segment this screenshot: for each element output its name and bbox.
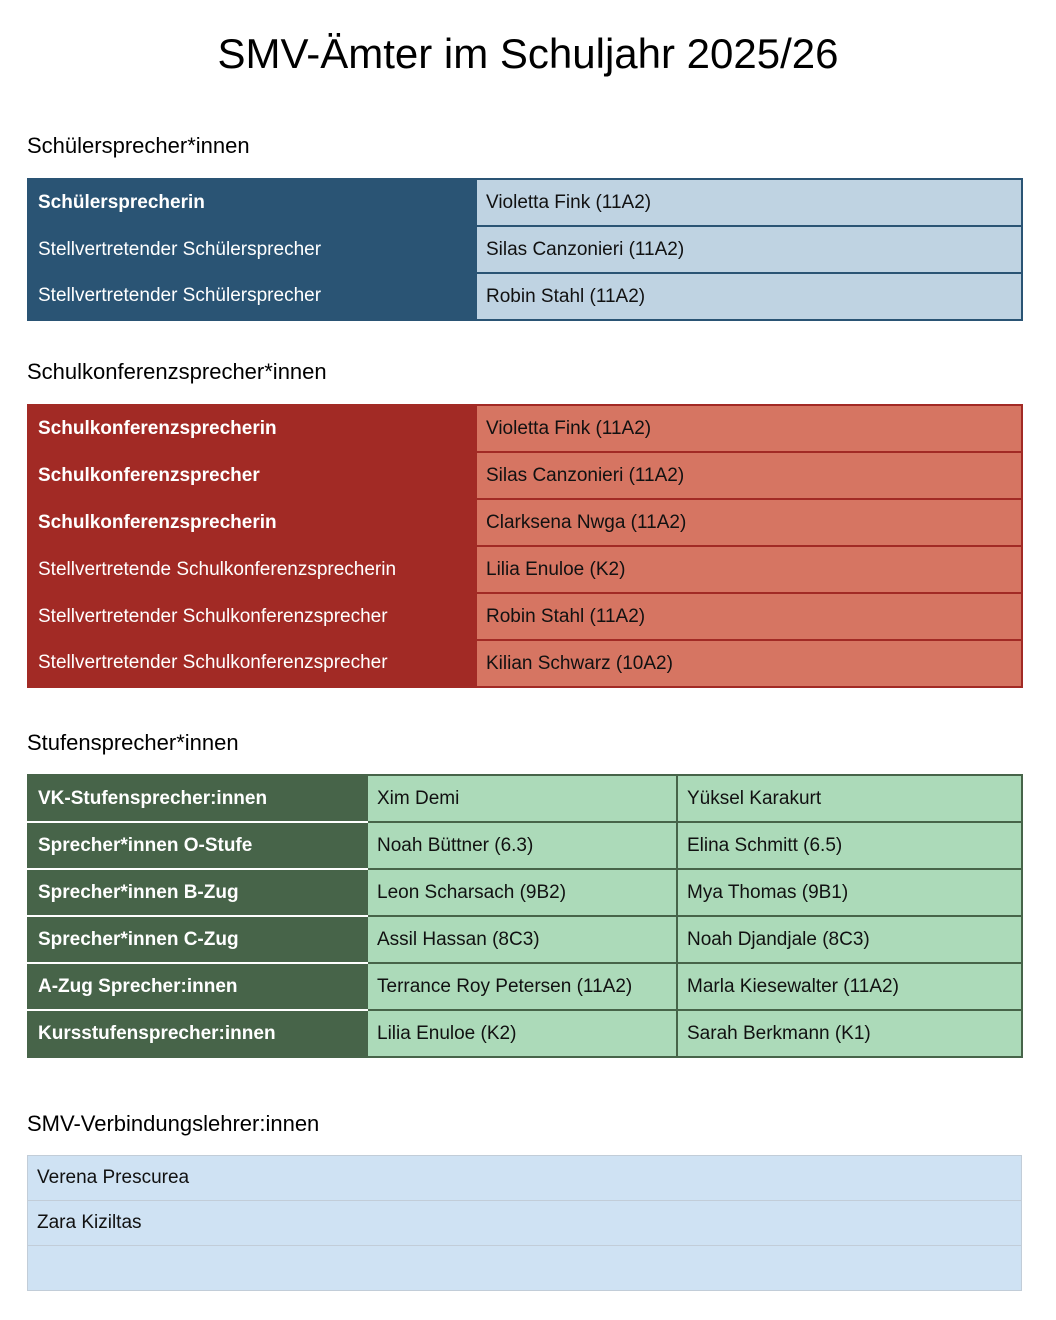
name-cell: Yüksel Karakurt (677, 775, 1022, 822)
name-cell: Sarah Berkmann (K1) (677, 1010, 1022, 1057)
role-cell: Stellvertretender Schulkonferenzsprecher (28, 593, 476, 640)
name-cell: Xim Demi (367, 775, 677, 822)
table-row (28, 640, 1022, 687)
name-cell: Robin Stahl (11A2) (476, 273, 1022, 320)
stufensprecher-table (27, 774, 1023, 1058)
section-heading-schuelersprecher: Schülersprecher*innen (27, 133, 250, 158)
table-row (28, 1246, 1022, 1291)
role-cell: Sprecher*innen B-Zug (28, 869, 367, 916)
name-cell: Violetta Fink (11A2) (476, 179, 1022, 226)
table-row (28, 1010, 1022, 1057)
name-cell: Violetta Fink (11A2) (476, 405, 1022, 452)
name-cell: Leon Scharsach (9B2) (367, 869, 677, 916)
name-cell: Marla Kiesewalter (11A2) (677, 963, 1022, 1010)
role-cell: Schulkonferenzsprecherin (28, 405, 476, 452)
teacher-cell (28, 1246, 1022, 1291)
name-cell: Silas Canzonieri (11A2) (476, 452, 1022, 499)
page-title: SMV-Ämter im Schuljahr 2025/26 (217, 30, 839, 77)
name-cell: Assil Hassan (8C3) (367, 916, 677, 963)
table-row (28, 775, 1022, 822)
table-row (28, 916, 1022, 963)
name-cell: Noah Büttner (6.3) (367, 822, 677, 869)
name-cell: Lilia Enuloe (K2) (367, 1010, 677, 1057)
section-heading-stufensprecher: Stufensprecher*innen (27, 730, 239, 755)
role-cell: Stellvertretender Schülersprecher (28, 273, 476, 320)
table-row (28, 179, 1022, 226)
teacher-cell: Verena Prescurea (28, 1156, 1022, 1201)
table-row (28, 452, 1022, 499)
name-cell: Clarksena Nwga (11A2) (476, 499, 1022, 546)
table-row (28, 822, 1022, 869)
role-cell: Schulkonferenzsprecher (28, 452, 476, 499)
role-cell: Stellvertretender Schülersprecher (28, 226, 476, 273)
schulkonferenz-table (27, 404, 1023, 688)
name-cell: Kilian Schwarz (10A2) (476, 640, 1022, 687)
table-row (28, 226, 1022, 273)
section-heading-schulkonferenz: Schulkonferenzsprecher*innen (27, 359, 327, 384)
schuelersprecher-table (27, 178, 1023, 321)
table-row (28, 869, 1022, 916)
teacher-cell: Zara Kiziltas (28, 1201, 1022, 1246)
name-cell: Mya Thomas (9B1) (677, 869, 1022, 916)
name-cell: Noah Djandjale (8C3) (677, 916, 1022, 963)
role-cell: Sprecher*innen O-Stufe (28, 822, 367, 869)
verbindungslehrer-table (27, 1155, 1022, 1291)
role-cell: VK-Stufensprecher:innen (28, 775, 367, 822)
table-row (28, 546, 1022, 593)
name-cell: Robin Stahl (11A2) (476, 593, 1022, 640)
role-cell: Sprecher*innen C-Zug (28, 916, 367, 963)
table-row (28, 1201, 1022, 1246)
role-cell: A-Zug Sprecher:innen (28, 963, 367, 1010)
name-cell: Silas Canzonieri (11A2) (476, 226, 1022, 273)
table-row (28, 405, 1022, 452)
role-cell: Schulkonferenzsprecherin (28, 499, 476, 546)
role-cell: Stellvertretender Schulkonferenzsprecher (28, 640, 476, 687)
table-row (28, 963, 1022, 1010)
name-cell: Elina Schmitt (6.5) (677, 822, 1022, 869)
name-cell: Terrance Roy Petersen (11A2) (367, 963, 677, 1010)
section-heading-verbindungslehrer: SMV-Verbindungslehrer:innen (27, 1111, 320, 1136)
role-cell: Kursstufensprecher:innen (28, 1010, 367, 1057)
table-row (28, 1156, 1022, 1201)
role-cell: Stellvertretende Schulkonferenzsprecherin (28, 546, 476, 593)
table-row (28, 499, 1022, 546)
role-cell: Schülersprecherin (28, 179, 476, 226)
table-row (28, 593, 1022, 640)
table-row (28, 273, 1022, 320)
name-cell: Lilia Enuloe (K2) (476, 546, 1022, 593)
